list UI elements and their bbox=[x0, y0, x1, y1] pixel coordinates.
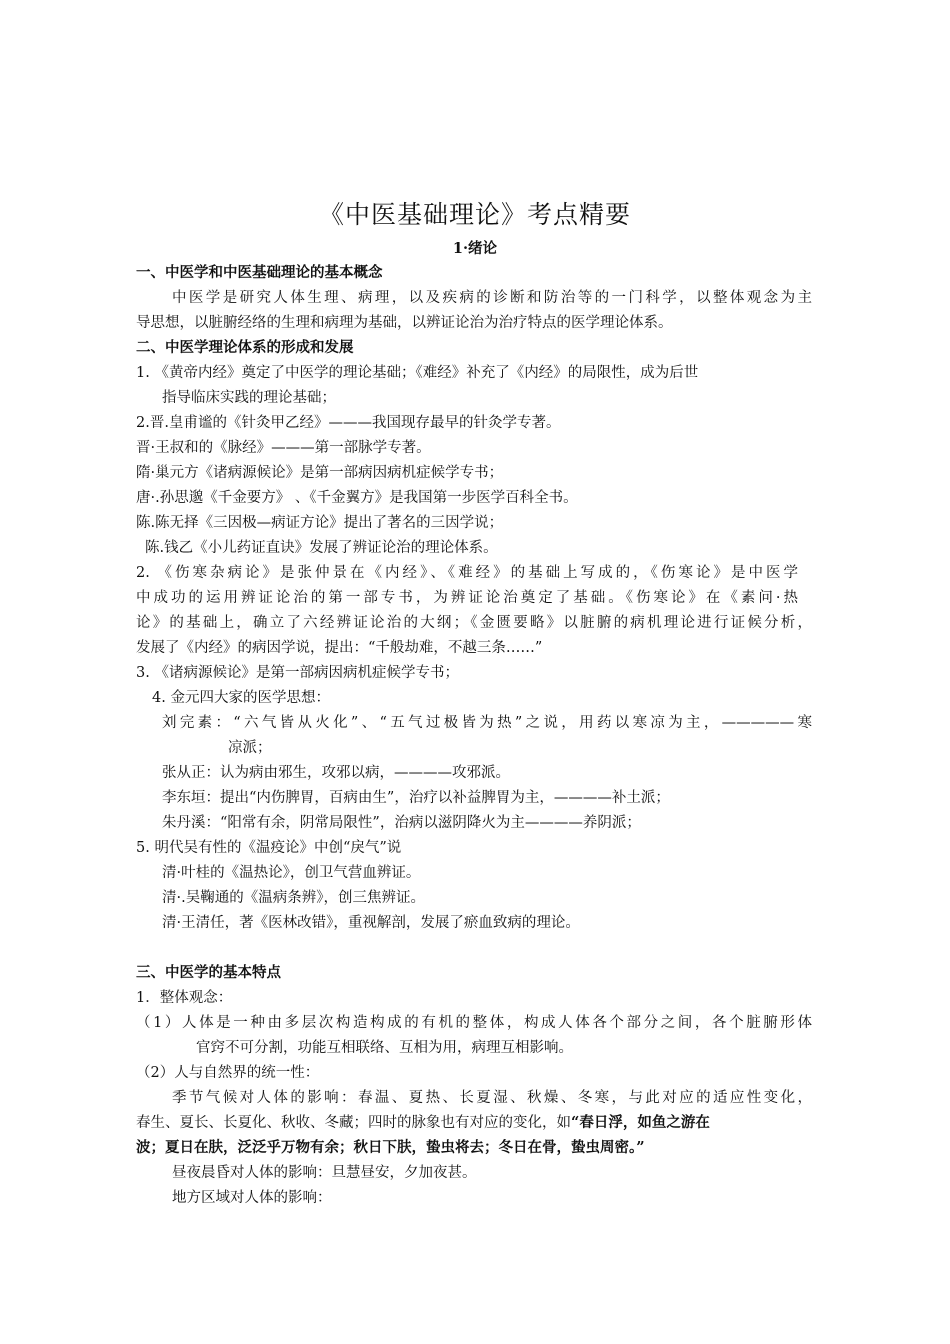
paragraph-line: 4. 金元四大家的医学思想： bbox=[152, 690, 330, 706]
paragraph-line: 指导临床实践的理论基础； bbox=[162, 390, 336, 406]
paragraph-line: 清·.吴鞠通的《温病条辨》，创三焦辨证。 bbox=[162, 890, 425, 906]
paragraph-line: 发展了《内经》的病因学说，提出：“千般劫难，不越三条……” bbox=[136, 640, 543, 656]
paragraph-line: 刘完素：“六气皆从火化”、“五气过极皆为热”之说，用药以寒凉为主，—————寒 bbox=[162, 715, 812, 731]
paragraph-line: 春生、夏长、长夏化、秋收、冬藏；四时的脉象也有对应的变化，如“春日浮，如鱼之游在 bbox=[136, 1114, 710, 1131]
paragraph-line: 清·王清任，著《医林改错》，重视解剖，发展了瘀血致病的理论。 bbox=[162, 915, 580, 931]
section-heading: 二、中医学理论体系的形成和发展 bbox=[136, 339, 354, 356]
paragraph-line: 昼夜晨昏对人体的影响：旦慧昼安，夕加夜甚。 bbox=[172, 1165, 477, 1181]
paragraph-line: 导思想，以脏腑经络的生理和病理为基础，以辨证论治为治疗特点的医学理论体系。 bbox=[136, 315, 673, 331]
paragraph-line: 陈.钱乙《小儿药证直诀》发展了辨证论治的理论体系。 bbox=[145, 540, 498, 556]
paragraph-line: 季节气候对人体的影响：春温、夏热、长夏湿、秋燥、冬寒，与此对应的适应性变化， bbox=[172, 1090, 812, 1106]
paragraph-line: 地方区域对人体的影响： bbox=[172, 1190, 332, 1206]
paragraph-line: 晋·王叔和的《脉经》———第一部脉学专著。 bbox=[136, 440, 431, 456]
paragraph-line: 李东垣：提出“内伤脾胃，百病由生”，治疗以补益脾胃为主，————补土派； bbox=[162, 790, 670, 806]
paragraph-line: 官窍不可分割，功能互相联络、互相为用，病理互相影响。 bbox=[196, 1040, 573, 1056]
paragraph-line: 2.晋.皇甫谧的《针灸甲乙经》———我国现存最早的针灸学专著。 bbox=[136, 415, 561, 431]
paragraph-line: 中医学是研究人体生理、病理，以及疾病的诊断和防治等的一门科学，以整体观念为主 bbox=[172, 290, 812, 306]
paragraph-line: 3. 《诸病源候论》是第一部病因病机症候学专书； bbox=[136, 665, 459, 681]
emphasis-quote: 波；夏日在肤，泛泛乎万物有余；秋日下肤，蛰虫将去；冬日在骨，蛰虫周密。” bbox=[136, 1139, 645, 1156]
page-title: 《中医基础理论》考点精要 bbox=[318, 200, 631, 229]
paragraph-line: 论》的基础上，确立了六经辨证论治的大纲；《金匮要略》以脏腑的病机理论进行证候分析， bbox=[136, 615, 812, 631]
paragraph-line: 中成功的运用辨证论治的第一部专书，为辨证论治奠定了基础。《伤寒论》在《素问·热 bbox=[136, 590, 798, 606]
emphasis-quote: “春日浮，如鱼之游在 bbox=[571, 1114, 710, 1131]
paragraph-line: （2）人与自然界的统一性： bbox=[136, 1065, 320, 1081]
section-heading: 三、中医学的基本特点 bbox=[136, 964, 281, 981]
paragraph-line: 唐·.孙思邈《千金要方》 、《千金翼方》是我国第一步医学百科全书。 bbox=[136, 490, 578, 506]
paragraph-line: 1. 《黄帝内经》奠定了中医学的理论基础；《难经》补充了《内经》的局限性，成为后世 bbox=[136, 365, 699, 381]
paragraph-line: 清·叶桂的《温热论》，创卫气营血辨证。 bbox=[162, 865, 421, 881]
chapter-heading: 1·绪论 bbox=[452, 240, 498, 257]
paragraph-line: （1）人体是一种由多层次构造构成的有机的整体，构成人体各个部分之间，各个脏腑形体 bbox=[136, 1015, 812, 1031]
paragraph-line: 朱丹溪：“阳常有余，阴常局限性”，治病以滋阴降火为主————养阴派； bbox=[162, 815, 641, 831]
paragraph-line: 1．整体观念： bbox=[136, 990, 233, 1006]
paragraph-line: 陈.陈无择《三因极—病证方论》提出了著名的三因学说； bbox=[136, 515, 504, 531]
section-heading: 一、中医学和中医基础理论的基本概念 bbox=[136, 264, 383, 281]
paragraph-line: 张从正：认为病由邪生，攻邪以病，————攻邪派。 bbox=[162, 765, 510, 781]
paragraph-line: 5. 明代吴有性的《温疫论》中创“戾气”说 bbox=[136, 840, 402, 856]
paragraph-line: 隋·巢元方《诸病源候论》是第一部病因病机症候学专书； bbox=[136, 465, 504, 481]
paragraph-line: 凉派； bbox=[228, 740, 272, 756]
paragraph-line: 2. 《伤寒杂病论》是张仲景在《内经》、《难经》的基础上写成的，《伤寒论》是中医学 bbox=[136, 565, 798, 581]
